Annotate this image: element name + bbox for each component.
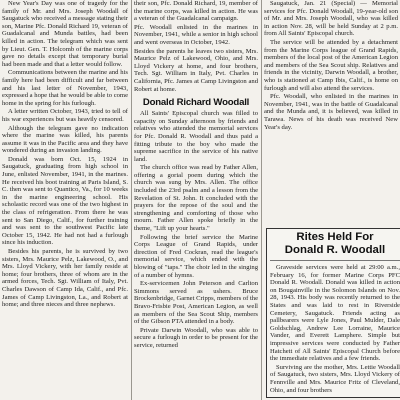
article-paragraph: Private Darwin Woodall, who was able to secure a furlough in order to be present for the service, returned <box>134 326 258 349</box>
article-paragraph: Communications between the marine and his family here had been difficult and far between and his last letter of November, 1943, expressed a hope that he would be able to come home in the spring for his furlough. <box>2 69 128 107</box>
article-paragraph: Pfc. Woodall enlisted in the marines in November, 1941, while a senior in high school and went overseas in October, 1942. <box>134 23 258 46</box>
article-paragraph: A letter written October, 1943, tried to tell of his war experiences but was heavily censored. <box>2 108 128 123</box>
box-headline-line2: Donald R. Woodall <box>284 244 386 256</box>
article-paragraph: Graveside services were held at 29:00 a.m., February 16, for former Marine Corps PFC Donald R. Woodall. Donald was killed in action on Bougainville in the Solomon Islands on Nov. 28, 1943. His body was recently returned to the States and was laid to rest in Riverside Cemetery, Saugatuck. Friends acting as pallbearers were Lyle Jones, Paul Mulder, Dale Goldschlag, Andrew Lee Lorraine, Maurice Vander, and Everett Lamphere. Simple but impressive services were conducted by Father Hatchett of All Saints' Episcopal Church before the immediate relatives and a few friends. <box>270 264 400 363</box>
article-paragraph: Surviving are the mother, Mrs. Lettie Woodall of Saugatuck, two sisters, Mrs. Lloyd Vickery of Fennville and Mrs. Maurice Fritz of Cleveland, Ohio, and four brothers <box>270 363 400 394</box>
article-paragraph: Ex-servicemen John Peterson and Carlton Simmons served as ushers. Bruce Brockenbridge, Garnet Cripps, members of the Bravo-Frisbie Post, American Legion, as well as members of the Sea Scout Ship, members of the Gibson PTA attended in a body. <box>134 280 258 326</box>
box-headline-line1: Rites Held For <box>296 231 374 243</box>
article-paragraph: Besides the parents he leaves two sisters, Mrs. Maurice Pelz of Lakewood, Ohio, and Mrs. Lloyd Vickery at home, and four brothers, Tech. Sgt. William in Italy, Pvt. Charles in California, Pfc. James at Camp Livingston and Robert at home. <box>134 47 258 93</box>
article-paragraph: The church office was read by Father Allen, offering a gorial poem during which the church was sung by Mrs. Allen. The office included the 23rd psalm and a lesson from the Revelation of St. John. It concluded with the prayers for the repose of the soul and the strengthening and comforting of those who mourn. Father Allen spoke briefly in the theme, "Lift up your hearts." <box>134 164 258 233</box>
left-column <box>2 0 128 400</box>
column-rule <box>261 0 262 400</box>
article-paragraph: The service will be attended by a detachment from the Marine Corps league of Grand Rapids, members of the local post of the American Legion and members of the Sea Scout ship. Relatives and friends in the vicinity, Darwin Woodall, a brother, who is stationed at Camp Ibis, Calif., is home on furlough and will also attend the services. <box>264 38 398 92</box>
rites-article-box <box>266 228 400 398</box>
article-paragraph: New Year's Day was one of tragedy for the family of Mr. and Mrs. Joseph Woodall of Saugatuck who received a message stating their son, Marine Pfc. Donald Richard 19, veteran of Guadalcanal and Munda battles, had been killed in action. The telegram which was sent by Lieut. Gen. T. Holcomb of the marine corps gave no details except that temporary burial had been made and that a letter would follow. <box>2 0 128 68</box>
article-paragraph: Donald was born Oct. 15, 1924 in Saugatuck, graduating from high school in June, enlisted November, 1941, in the marines. He received his boot training at Paris Island, S. C. then was sent to Quantico, Va., for 10 weeks in the marine engineering school. His scholastic record was one of the two highest in the class of refrigeration. From there he was sent to San Diego, Calif., for further training and was sent to the southwest Pacific late October 15, 1942. He had not had a furlough since his induction. <box>2 155 128 247</box>
article-paragraph: Saugatuck, Jan. 21 (Special) — Memorial services for Pfc. Donald Woodall, 19-year-old son of Mr. and Mrs. Joseph Woodall, who was killed in action Nov. 28, will be held Sunday at 2 p.m. from All Saints' Episcopal church. <box>264 0 398 38</box>
article-paragraph: All Saints' Episcopal church was filled to capacity on Sunday afternoon by friends and relatives who attended the memorial services for Pfc. Donald R. Woodall and thus paid a fitting tribute to the boy who made the supreme sacrifice in the service of his native land. <box>134 110 258 163</box>
article-paragraph: Pfc. Woodall, who enlisted in the marines in November, 1941, was in the battle of Guadalcanal and the Munda and, it is believed, was killed in Tarawa. News of his death was received New Year's day. <box>264 93 398 131</box>
middle-column <box>134 0 258 400</box>
article-paragraph: their son, Pfc. Donald Richard, 19, member of the marine corps, was killed in action. He was a veteran of the Guadalcanal campaign. <box>134 0 258 23</box>
column-rule <box>131 0 132 400</box>
article-paragraph: Although the telegram gave no indication where the marine was killed, his parents assume it was in the Pacific area and they have wondered during an invasion landing. <box>2 124 128 155</box>
middle-column-top <box>134 0 258 93</box>
box-divider <box>270 260 400 261</box>
article-headline: Donald Richard Woodall <box>142 97 250 109</box>
article-paragraph: Besides his parents, he is survived by two sisters, Mrs. Maurice Pelz, Lakewood, O., and Mrs. Lloyd Vickery, with her family reside at home; four brothers, three of whom are in the armed forces, Tech. Sgt. William of Italy, Pvt. Charles Dawson of Camp Ida, Calif., and Pfc. James of Camp Livingston, La., and Robert at home; and three nieces and three nephews. <box>2 248 128 309</box>
article-paragraph: Following the brief service the Marine Corps League of Grand Rapids, under direction of Fred Cockran, read the league's memorial service, which ended with the blowing of "taps." The choir led in the singing of a number of hymns. <box>134 233 258 279</box>
